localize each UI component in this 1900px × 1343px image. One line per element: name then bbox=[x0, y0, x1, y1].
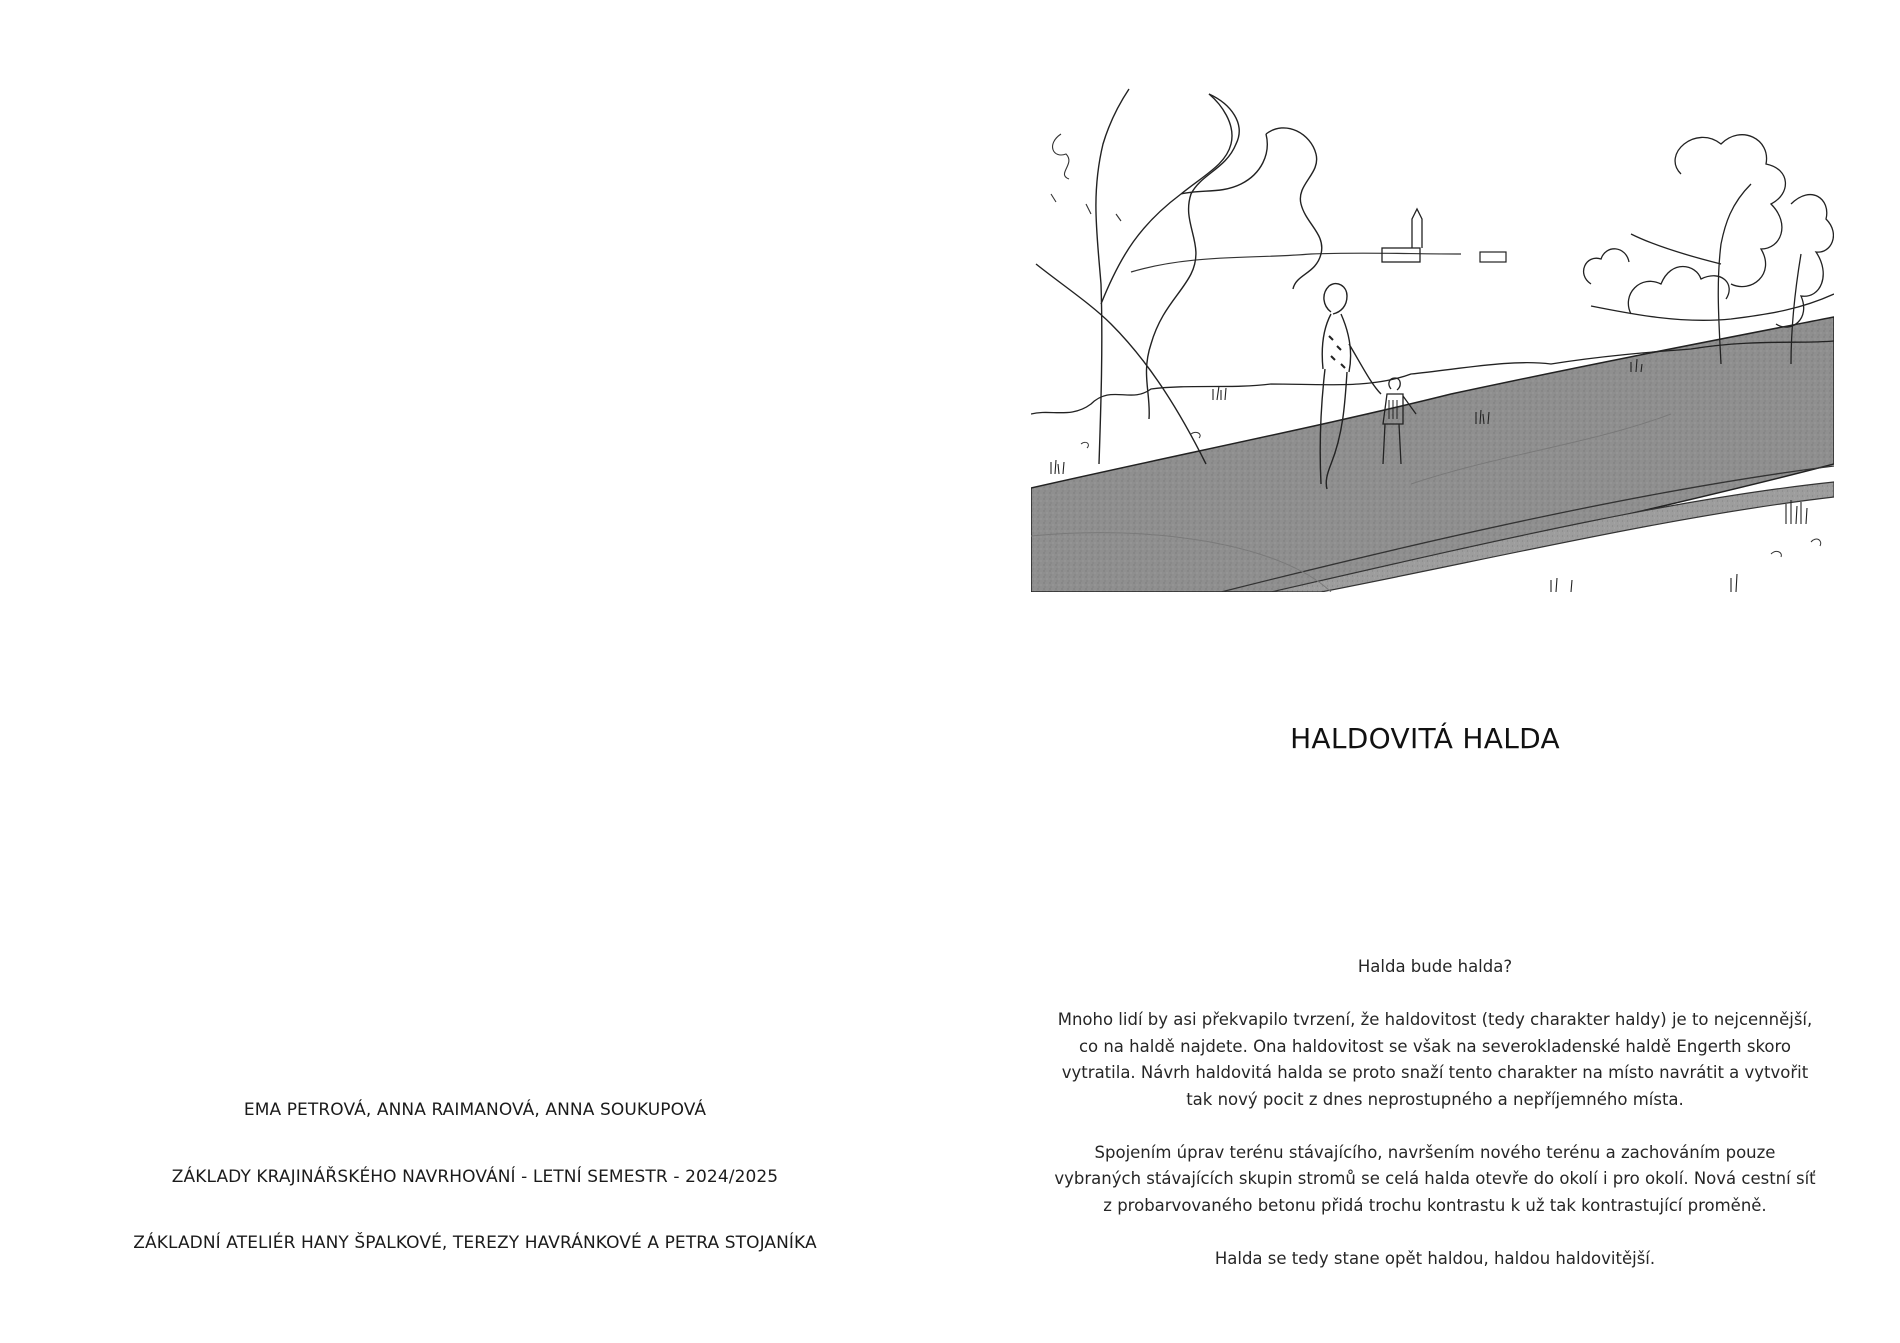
intro-question: Halda bude halda? bbox=[1357, 957, 1513, 976]
page-title: HALDOVITÁ HALDA bbox=[1290, 722, 1560, 755]
body-text bbox=[1050, 954, 1820, 1299]
paragraph-2: Spojením úprav terénu stávajícího, navršením nového terénu a zachováním pouze vybraných stávajících skupin stromů se celá halda otevře do okolí i pro okolí. Nová cestní síť z probarvovaného betonu přidá trochu kontrastu k už tak kontrastující proměně. bbox=[1054, 1142, 1816, 1215]
left-tree bbox=[1036, 89, 1267, 464]
concrete-path bbox=[1031, 317, 1834, 592]
landscape-illustration bbox=[1031, 84, 1834, 592]
studio-line: ZÁKLADNÍ ATELIÉR HANY ŠPALKOVÉ, TEREZY HAVRÁNKOVÉ A PETRA STOJANÍKA bbox=[133, 1233, 817, 1253]
authors-line: EMA PETROVÁ, ANNA RAIMANOVÁ, ANNA SOUKUPOVÁ bbox=[243, 1100, 707, 1120]
paragraph-1: Mnoho lidí by asi překvapilo tvrzení, že haldovitost (tedy charakter haldy) je to nejcennější, co na haldě najdete. Ona haldovitost se však na severokladenské haldě Engerth skoro vytratila. Návrh haldovitá halda se proto snaží tento charakter na místo navrátit a vytvořit tak nový pocit z dnes neprostupného a nepříjemného místa. bbox=[1057, 1010, 1813, 1109]
closing-line: Halda se tedy stane opět haldou, haldou haldovitější. bbox=[1214, 1248, 1656, 1268]
course-line: ZÁKLADY KRAJINÁŘSKÉHO NAVRHOVÁNÍ - LETNÍ SEMESTR - 2024/2025 bbox=[171, 1167, 779, 1187]
